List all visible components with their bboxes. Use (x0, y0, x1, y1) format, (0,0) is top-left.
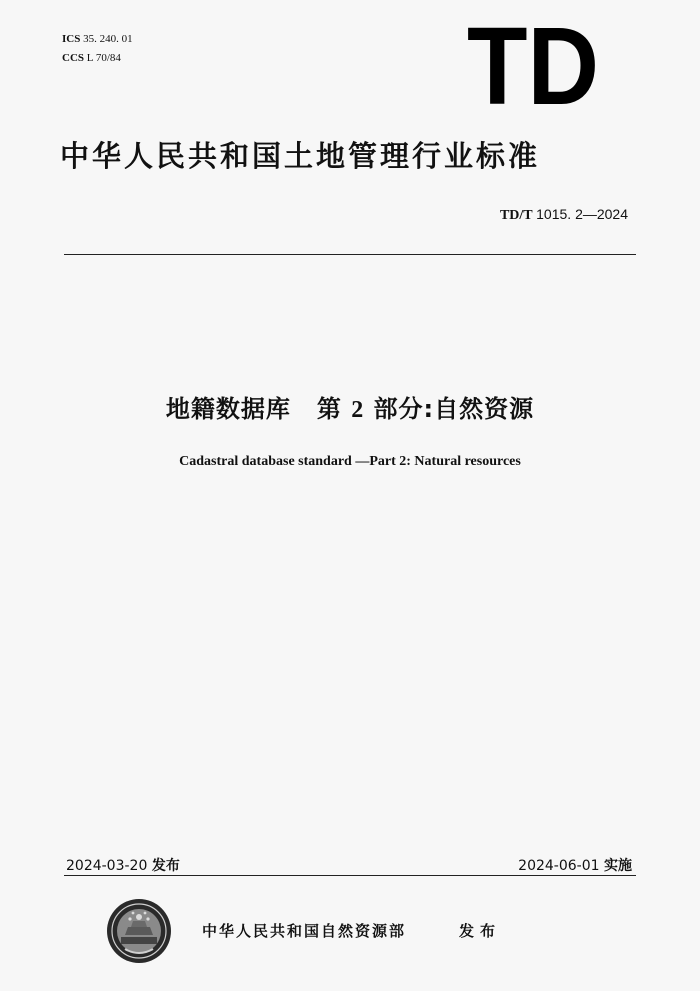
publish-label: 发布 (459, 922, 502, 940)
english-title: Cadastral database standard —Part 2: Natural resources (179, 454, 521, 469)
bottom-divider (64, 875, 636, 876)
ministry-seal-icon (105, 897, 173, 965)
implementation-date (518, 855, 632, 875)
document-title-part-prefix: 第 (316, 395, 342, 423)
ics-value: 35. 240. 01 (83, 33, 133, 45)
implementation-date-value: 2024-06-01 (518, 858, 600, 874)
standard-number (500, 206, 628, 224)
issuing-authority: 中华人民共和国自然资源部 (202, 922, 407, 940)
issue-date-label: 发布 (151, 858, 180, 874)
document-title (0, 389, 700, 424)
ics-code (62, 30, 133, 49)
td-logo (466, 24, 600, 106)
document-title-part-name: 部分:自然资源 (373, 395, 535, 423)
ccs-value: L 70/84 (86, 52, 121, 64)
issue-date-value: 2024-03-20 (66, 858, 148, 874)
standard-number-value: 1015. 2—2024 (536, 206, 628, 222)
classification-codes (62, 30, 133, 68)
top-divider (64, 254, 636, 255)
document-title-main: 地籍数据库 (165, 395, 291, 423)
industry-standard-title: 中华人民共和国土地管理行业标准 (60, 139, 541, 173)
implementation-date-label: 实施 (604, 858, 632, 874)
issue-date (66, 855, 180, 875)
ics-label: ICS (62, 33, 81, 45)
standard-prefix: TD/T (499, 208, 533, 223)
ccs-code (62, 49, 133, 68)
document-title-part-number: 2 (351, 397, 365, 423)
ccs-label: CCS (62, 52, 85, 64)
td-logo-text: TD (467, 24, 599, 106)
